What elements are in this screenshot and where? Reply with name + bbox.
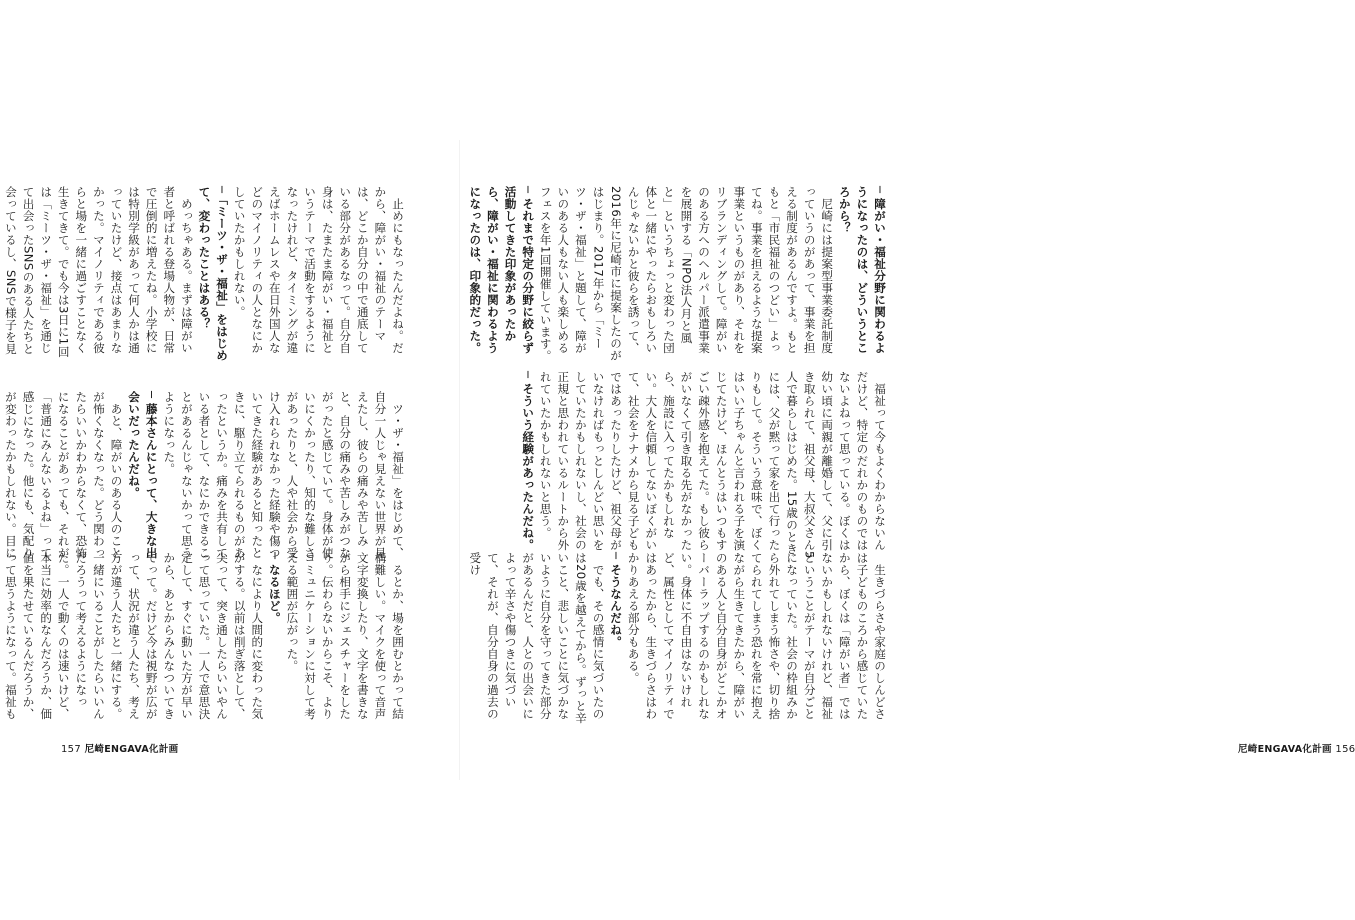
interview-question: ─ そういう経験があったんだね。 xyxy=(521,371,536,551)
interview-question: ─「ミーツ・ザ・福祉」をはじめて、変わったことはある？ xyxy=(197,186,230,362)
left-page-number: 157 xyxy=(61,744,81,755)
left-page-bottom-column xyxy=(3,552,406,728)
right-page-number: 156 xyxy=(1335,744,1355,755)
interview-question: ─ 障がい・福祉分野に関わるようになったのは、どういうところから？ xyxy=(837,186,887,354)
left-page xyxy=(0,0,460,920)
interview-question: ─ それまで特定の分野に絞らず活動してきた印象があったから、障がい・福祉に関わるようになったのは、印象的だった。 xyxy=(468,186,536,354)
left-running-title: 尼崎ENGAVA化計画 xyxy=(84,744,179,755)
interview-question: ─ 藤本さんにとって、大きな出会いだったんだね。 xyxy=(127,391,159,559)
right-page xyxy=(460,0,1355,920)
interview-answer: 福祉って今もよくわからないんだけど、特定のだれかのものではないよねって思っている。ぼくは幼い頃に両親が離婚して、父に引き取られて、祖父母、大叔父さん5人で暮らしはじめた。15歳のときには、父が黙って家を出て行ったりもして。そういう意味で、ぼくはいい子ちゃんと言われる子を演じてたけど、ほんとうはいつもすごい疎外感を抱えてた。もし彼らがいなくて引き取る先がなかったら、施設に入ってたかもしれない。大人を信頼してないぼくがいて、社会をナナメから見る子どもではあったりしたけど、祖父母がいなければもっとしんどい思いをしていたかもしれないし、社会の正規と思われているルートから外れていたかもしれないと思う。 xyxy=(538,371,887,559)
left-page-middle-column xyxy=(3,391,406,567)
interview-answer: 生きづらさや家庭のしんどさは子どものころから感じていたから、ぼくは「障がい者」ではないかもしれないけれど、福祉ということがテーマが自分ごとになっていた。社会の枠組みから外れてしまう怖さや、切り捨てられてしまう恐れを常に抱えながら生きてきたから、障がいのある人と自分自身がどこかオーバーラップするのかもしれない。身体に不自由はないけれど、属性としてマイノリティではあったから、生きづらさはわかりあえる部分もある。 xyxy=(626,552,887,720)
right-page-middle-column xyxy=(521,371,888,561)
right-page-top-column xyxy=(468,186,888,362)
interview-answer: 尼崎には提案型事業委託制度っていうのがあって、事業を担える制度があるんですよ。もともと「市民福祉のつどい」よってね。事業を担えるような提案事業というものがあり、それをリブランディングして。障がいのある方へのヘルパー派遣事業を展開する「NPO法人月と風と」というちょっと変わった団体と一緒にやったらおもしろいんじゃないかと彼らを誘って、2016年に尼崎市に提案したのがはじまり。2017年から「ミーツ・ザ・福祉」と題して、障がいのある人もない人も楽しめるフェスを年1回開催しています。 xyxy=(538,186,835,362)
right-page-bottom-column xyxy=(468,552,888,728)
right-folio xyxy=(1238,741,1355,755)
interview-answer: めっちゃある。まずは障がい者と呼ばれる登場人物が、日常で圧倒的に増えたね。小学校には特別学級があって何人かは通っていたけど、接点はあまりなかった。マイノリティである彼らと場を一緒に過ごすことなく生きてきて。でも今は3日に1回は「ミーツ・ザ・福祉」を通じて出会ったSNSのある人たちと会っているし、SNSで様子を見 xyxy=(3,186,194,358)
right-running-title: 尼崎ENGAVA化計画 xyxy=(1238,744,1332,755)
interview-answer: なにより人間的に変わった気がする。以前は削ぎ落として、尖って、突き通したらいいやんって思っていた。一人で意思決定して、すぐに動いた方が早いから、あとからみんなついてきてって。だけど今は視野が広がって、状況が違う人たち、考え方が違う人たちと一緒にする。一緒にいることがしたらいいんだろうって考えるようになった。一人で動くのは速いけど、本当に効率的なんだろうか、価値を果たせているんだろうか、って思うようになって。福祉も xyxy=(3,552,265,720)
interview-question: ─ そうなんだね。 xyxy=(609,552,624,648)
interview-answer: ツ・ザ・福祉」をはじめて、自分一人じゃ見えない世界が見えたし、彼らの痛みや苦しみと、自分の痛みや苦しみがつながったと感じていて。身体が使いにくかったり、知的な難しさがあったりと、人や社会から受け入れられなかった経験や傷ついてきた経験があると知ったときに、駆り立てられるものがあったというか。痛みを共有している者として、なにかできることがあるんじゃないかって思うようになった。 xyxy=(162,391,405,559)
left-page-top-column xyxy=(3,186,406,362)
left-folio xyxy=(61,741,178,755)
interview-answer: 止めにもなったんだよね。だから、障がい・福祉のテーマは、どこか自分の中で通底している部分があるなって。自分自身は、たまたま障がい・福祉というテーマで活動をするようになったけれど、タイミングが違えばホームレスや在日外国人などのマイノリティの人となにかしていたかもしれない。 xyxy=(232,186,405,354)
interview-answer: るとか、場を囲むとかって結構難しい。マイクを使って音声文字変換したり、文字を書きながら相手にジェスチャーをしたり。伝わらないからこそ、よりコミュニケーションに対して考える範囲が広がった。 xyxy=(285,552,405,720)
interview-question: ─ なるほど。 xyxy=(267,552,282,624)
interview-answer: あと、障がいのある人のことが怖くなくなった。どう関わったらいいかわからなくて、恐怖になることがあっても、それが「普通にみんないるよね」って感じになった。他にも、気配りが変わったかもしれない。目に xyxy=(3,391,124,559)
interview-answer: でも、その感情に気づいたのは20歳を越えてから。ずっと辛いこと、悲しいことに気づかないように自分を守ってきた部分があるんだと、人との出会いによって辛さや傷つきに気づいて、それが、自分自身の過去の受け xyxy=(468,552,606,724)
